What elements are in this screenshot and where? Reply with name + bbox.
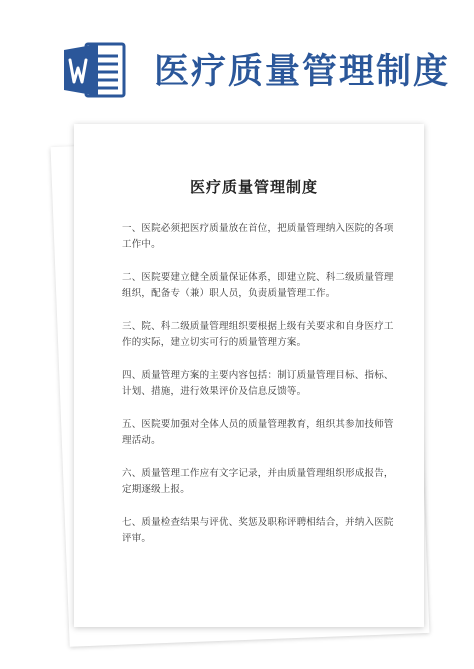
clause-1: 一、医院必须把医疗质量放在首位，把质量管理纳入医院的各项工作中。 [122,223,394,250]
clause-2: 二、医院要建立健全质量保证体系，即建立院、科二级质量管理组织，配备专（兼）职人员，负责质量管理工作。 [122,272,394,299]
document-title: 医疗质量管理制度 [189,178,318,196]
clause-6: 六、质量管理工作应有文字记录，并由质量管理组织形成报告，定期逐级上报。 [122,468,394,495]
clause-3: 三、院、科二级质量管理组织要根据上级有关要求和自身医疗工作的实际，建立切实可行的质量管理方案。 [122,321,394,348]
clause-5: 五、医院要加强对全体人员的质量管理教育，组织其参加技师管理活动。 [122,419,394,446]
banner [0,0,474,125]
clause-4: 四、质量管理方案的主要内容包括：制订质量管理目标、指标、计划、措施，进行效果评价及信息反馈等。 [122,370,394,397]
word-doc-icon [62,40,128,100]
banner-title: 医疗质量管理制度 [154,52,451,92]
clause-7: 七、质量检查结果与评优、奖惩及职称评聘相结合，并纳入医院评审。 [122,517,394,544]
document-page [74,124,424,627]
